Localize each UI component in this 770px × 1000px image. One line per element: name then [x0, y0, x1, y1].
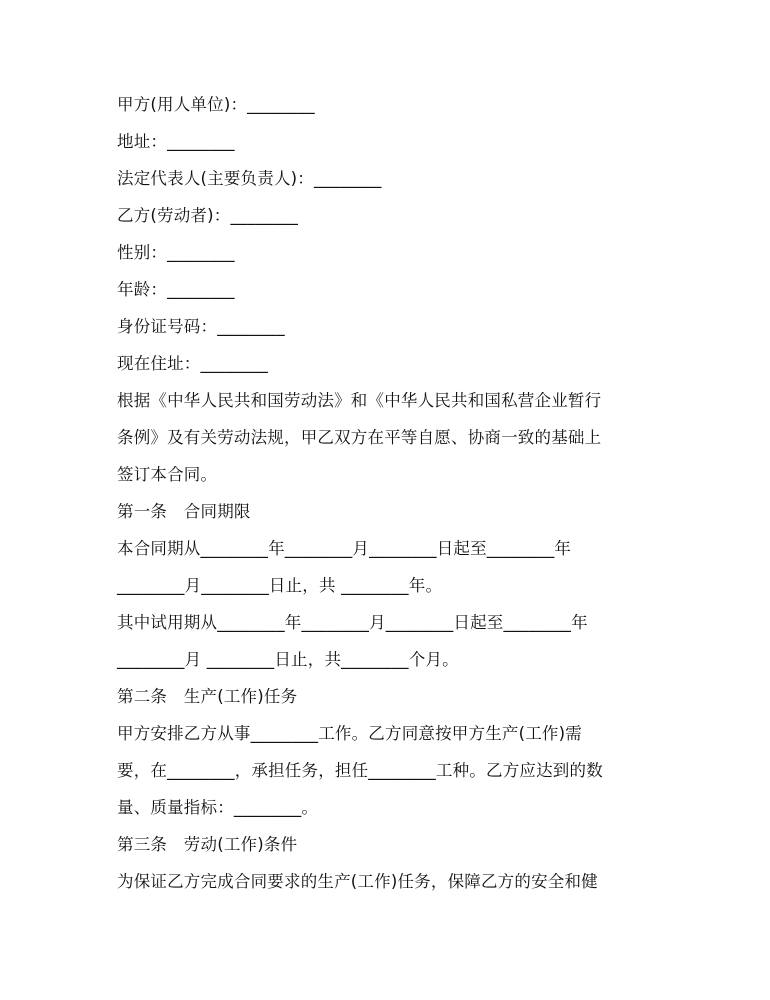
article-1-heading: 第一条 合同期限 — [117, 502, 251, 521]
preamble-line-2: 条例》及有关劳动法规，甲乙双方在平等自愿、协商一致的基础上 — [117, 428, 602, 447]
age-line: 年龄：________ — [117, 280, 235, 299]
contract-term-line-1: 本合同期从________年________月________日起至________年 — [117, 539, 572, 558]
contract-body — [117, 86, 662, 900]
probation-line-1: 其中试用期从________年________月________日起至________年 — [117, 613, 588, 632]
preamble-line-1: 根据《中华人民共和国劳动法》和《中华人民共和国私营企业暂行 — [117, 391, 602, 410]
task-line-1: 甲方安排乙方从事________工作。乙方同意按甲方生产(工作)需 — [117, 724, 582, 743]
conditions-line-1: 为保证乙方完成合同要求的生产(工作)任务，保障乙方的安全和健 — [117, 872, 598, 891]
address-line: 地址：________ — [117, 132, 235, 151]
task-line-3: 量、质量指标：________。 — [117, 798, 319, 817]
gender-line: 性别：________ — [117, 243, 235, 262]
legal-representative-line: 法定代表人(主要负责人)：________ — [117, 169, 382, 188]
party-b-line: 乙方(劳动者)：________ — [117, 206, 299, 225]
party-a-line: 甲方(用人单位)：________ — [117, 95, 315, 114]
contract-term-line-2: ________月________日止，共 ________年。 — [117, 576, 443, 595]
id-number-line: 身份证号码：________ — [117, 317, 285, 336]
article-2-heading: 第二条 生产(工作)任务 — [117, 687, 298, 706]
current-address-line: 现在住址：________ — [117, 354, 269, 373]
task-line-2: 要，在________，承担任务，担任________工种。乙方应达到的数 — [117, 761, 603, 780]
preamble-line-3: 签订本合同。 — [117, 465, 218, 484]
article-3-heading: 第三条 劳动(工作)条件 — [117, 835, 298, 854]
probation-line-2: ________月 ________日止，共________个月。 — [117, 650, 459, 669]
